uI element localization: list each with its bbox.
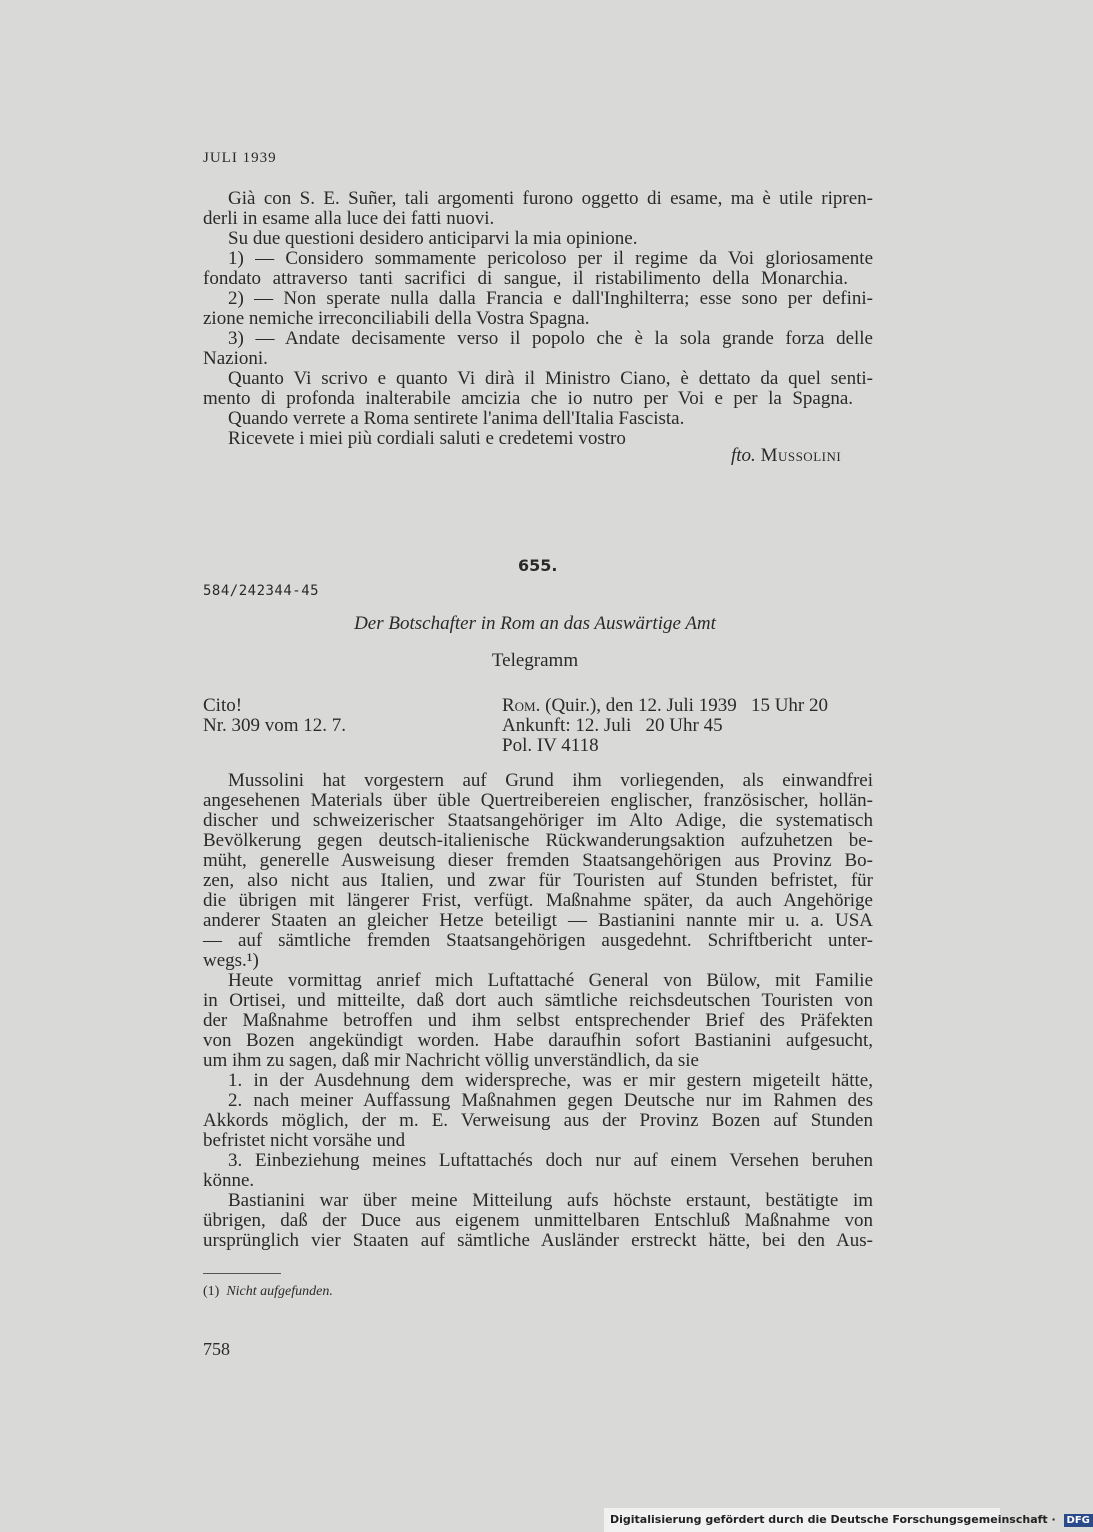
document-reference: 584/242344-45 <box>203 583 320 599</box>
body-line: Heute vormittag anrief mich Luftattaché General von Bülow, mit Familie <box>228 970 873 991</box>
meta-right-1 <box>502 696 828 716</box>
meta-place: Rom. <box>502 695 541 716</box>
signature-prefix: fto. <box>731 445 756 466</box>
letter-line: Quando verrete a Roma sentirete l'anima dell'Italia Fascista. <box>228 408 685 429</box>
meta-date-sent: (Quir.), den 12. Juli 1939 15 Uhr 20 <box>545 695 828 716</box>
meta-left-2: Nr. 309 vom 12. 7. <box>203 715 347 736</box>
digitization-credit <box>604 1508 1090 1532</box>
meta-right-3: Pol. IV 4118 <box>502 735 599 756</box>
letter-line: Quanto Vi scrivo e quanto Vi dirà il Ministro Ciano, è dettato da quel senti- <box>228 368 873 389</box>
meta-left-1: Cito! <box>203 695 243 716</box>
document-type: Telegramm <box>491 650 579 671</box>
body-line: übrigen, daß der Duce aus eigenem unmittelbaren Entschluß Maßnahme von <box>203 1210 873 1231</box>
meta-right-2: Ankunft: 12. Juli 20 Uhr 45 <box>502 715 723 736</box>
body-line: 2. nach meiner Auffassung Maßnahmen gegen Deutsche nur im Rahmen des <box>228 1090 873 1111</box>
letter-line: Nazioni. <box>203 348 268 369</box>
body-line: Mussolini hat vorgestern auf Grund ihm vorliegenden, als einwandfrei <box>228 770 873 791</box>
body-line: discher und schweizerischer Staatsangehöriger im Alto Adige, die systematisch <box>203 810 873 831</box>
letter-line: 1) — Considero sommamente pericoloso per il regime da Voi gloriosamente <box>228 248 873 269</box>
body-line: Bevölkerung gegen deutsch-italienische Rückwanderungsaktion aufzuhetzen be- <box>203 830 873 851</box>
body-line: — auf sämtliche fremden Staatsangehörigen ausgedehnt. Schriftbericht unter- <box>203 930 873 951</box>
document-number: 655. <box>518 556 558 575</box>
page-number: 758 <box>203 1339 230 1359</box>
letter-line: Già con S. E. Suñer, tali argomenti furono oggetto di esame, ma è utile ripren- <box>228 188 873 209</box>
body-line: 3. Einbeziehung meines Luftattachés doch nur auf einem Versehen beruhen <box>228 1150 873 1171</box>
body-line: 1. in der Ausdehnung dem widerspreche, was er mir gestern migeteilt hätte, <box>228 1070 873 1091</box>
letter-line: derli in esame alla luce dei fatti nuovi. <box>203 208 495 229</box>
body-line: Bastianini war über meine Mitteilung aufs höchste erstaunt, bestätigte im <box>228 1190 873 1211</box>
body-line: müht, generelle Ausweisung dieser fremden Staatsangehörigen aus Provinz Bo- <box>203 850 873 871</box>
letter-line: zione nemiche irreconciliabili della Vostra Spagna. <box>203 308 590 329</box>
running-head: JULI 1939 <box>203 150 277 166</box>
letter-line: fondato attraverso tanti sacrifici di sangue, il ristabilimento della Monarchia. <box>203 268 848 289</box>
footnote <box>203 1284 333 1300</box>
footnote-text: Nicht aufgefunden. <box>226 1284 333 1299</box>
body-line: anderer Staaten an gleicher Hetze beteiligt — Bastianini nannte mir u. a. USA <box>203 910 873 931</box>
letter-line: 3) — Andate decisamente verso il popolo che è la sola grande forza delle <box>228 328 873 349</box>
body-line: um ihm zu sagen, daß mir Nachricht völlig unverständlich, da sie <box>203 1050 699 1071</box>
letter-line: 2) — Non sperate nulla dalla Francia e dall'Inghilterra; esse sono per defini- <box>228 288 873 309</box>
body-line: ursprünglich vier Staaten auf sämtliche Ausländer erstreckt hätte, bei den Aus- <box>203 1230 873 1251</box>
signature-name: Mussolini <box>760 445 842 466</box>
body-line: wegs.¹) <box>203 950 259 971</box>
credit-text: Digitalisierung gefördert durch die Deutsche Forschungsgemeinschaft · <box>610 1513 1056 1526</box>
body-line: angesehenen Materials über üble Quertreibereien englischer, französischer, hollän- <box>203 790 873 811</box>
footnote-marker: (1) <box>203 1284 220 1299</box>
body-line: zen, also nicht aus Italien, und zwar für Touristen auf Stunden befristet, für <box>203 870 873 891</box>
body-line: von Bozen angekündigt worden. Habe daraufhin sofort Bastianini aufgesucht, <box>203 1030 873 1051</box>
body-line: in Ortisei, und mitteilte, daß dort auch sämtliche reichsdeutschen Touristen von <box>203 990 873 1011</box>
letter-line: Ricevete i miei più cordiali saluti e credetemi vostro <box>228 428 626 449</box>
body-line: die übrigen mit längerer Frist, verfügt. Maßnahme später, da auch Angehörige <box>203 890 873 911</box>
letter-line: Su due questioni desidero anticiparvi la mia opinione. <box>228 228 638 249</box>
signature <box>731 445 841 467</box>
body-line: der Maßnahme betroffen und ihm selbst entsprechender Brief des Präfekten <box>203 1010 873 1031</box>
body-line: Akkords möglich, der m. E. Verweisung aus der Provinz Bozen auf Stunden <box>203 1110 873 1131</box>
document-heading: Der Botschafter in Rom an das Auswärtige Amt <box>354 613 716 634</box>
footnote-rule <box>203 1273 281 1274</box>
letter-line: mento di profonda inalterabile amcizia che io nutro per Voi e per la Spagna. <box>203 388 853 409</box>
body-line: könne. <box>203 1170 255 1191</box>
dfg-logo: DFG <box>1064 1514 1093 1527</box>
body-line: befristet nicht vorsähe und <box>203 1130 406 1151</box>
